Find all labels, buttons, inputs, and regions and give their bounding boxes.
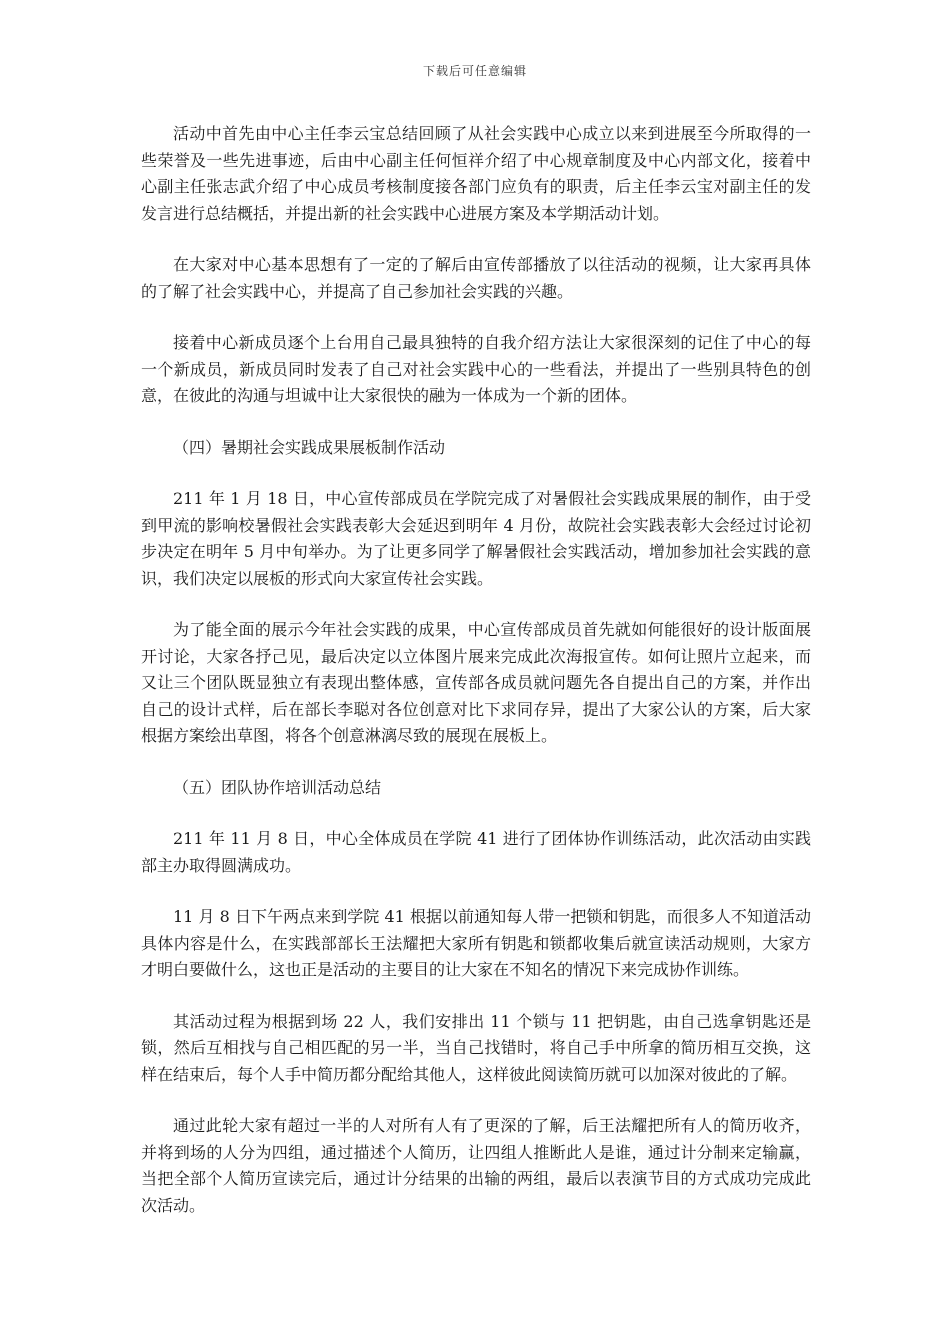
paragraph-7: 11 月 8 日下午两点来到学院 41 根据以前通知每人带一把锁和钥匙，而很多人不知道活动具体内容是什么，在实践部部长王法耀把大家所有钥匙和锁都收集后就宣读活动规则，大家方才明白要做什么，这也正是活动的主要目的让大家在不知名的情况下来完成协作训练。 [141, 907, 811, 979]
document-body [141, 121, 811, 1244]
paragraph-2: 在大家对中心基本思想有了一定的了解后由宣传部播放了以往活动的视频，让大家再具体的了解了社会实践中心，并提高了自己参加社会实践的兴趣。 [141, 255, 811, 301]
paragraph-1: 活动中首先由中心主任李云宝总结回顾了从社会实践中心成立以来到进展至今所取得的一些荣誉及一些先进事迹，后由中心副主任何恒祥介绍了中心规章制度及中心内部文化，接着中心副主任张志武介绍了中心成员考核制度接各部门应负有的职责，后主任李云宝对副主任的发发言进行总结概括，并提出新的社会实践中心进展方案及本学期活动计划。 [141, 124, 811, 223]
section-heading-5: （五）团队协作培训活动总结 [173, 777, 382, 797]
paragraph-5: 为了能全面的展示今年社会实践的成果，中心宣传部成员首先就如何能很好的设计版面展开讨论，大家各抒己见，最后决定以立体图片展来完成此次海报宣传。如何让照片立起来，而又让三个团队既显独立有表现出整体感，宣传部各成员就问题先各自提出自己的方案，并作出自己的设计式样，后在部长李聪对各位创意对比下求同存异，提出了大家公认的方案，后大家根据方案绘出草图，将各个创意淋漓尽致的展现在展板上。 [141, 620, 811, 745]
paragraph-9: 通过此轮大家有超过一半的人对所有人有了更深的了解，后王法耀把所有人的简历收齐，并将到场的人分为四组，通过描述个人简历，让四组人推断此人是谁，通过计分制来定输赢，当把全部个人简历宣读完后，通过计分结果的出输的两组，最后以表演节目的方式成功完成此次活动。 [141, 1116, 811, 1215]
section-heading-4: （四）暑期社会实践成果展板制作活动 [173, 437, 446, 457]
paragraph-6: 211 年 11 月 8 日，中心全体成员在学院 41 进行了团体协作训练活动，此次活动由实践部主办取得圆满成功。 [141, 829, 811, 875]
paragraph-8: 其活动过程为根据到场 22 人，我们安排出 11 个锁与 11 把钥匙，由自己选拿钥匙还是锁，然后互相找与自己相匹配的另一半，当自己找错时，将自己手中所拿的简历相互交换，这样在结束后，每个人手中简历都分配给其他人，这样彼此阅读简历就可以加深对彼此的了解。 [141, 1011, 811, 1084]
paragraph-4: 211 年 1 月 18 日，中心宣传部成员在学院完成了对暑假社会实践成果展的制作，由于受到甲流的影响校暑假社会实践表彰大会延迟到明年 4 月份，故院社会实践表彰大会经过讨论初步决定在明年 5 月中旬举办。为了让更多同学了解暑假社会实践活动，增加参加社会实践的意识，我们决定以展板的形式向大家宣传社会实践。 [141, 489, 811, 588]
page-header: 下载后可任意编辑 [422, 64, 527, 78]
paragraph-3: 接着中心新成员逐个上台用自己最具独特的自我介绍方法让大家很深刻的记住了中心的每一个新成员，新成员同时发表了自己对社会实践中心的一些看法，并提出了一些别具特色的创意，在彼此的沟通与坦诚中让大家很快的融为一体成为一个新的团体。 [141, 333, 811, 405]
